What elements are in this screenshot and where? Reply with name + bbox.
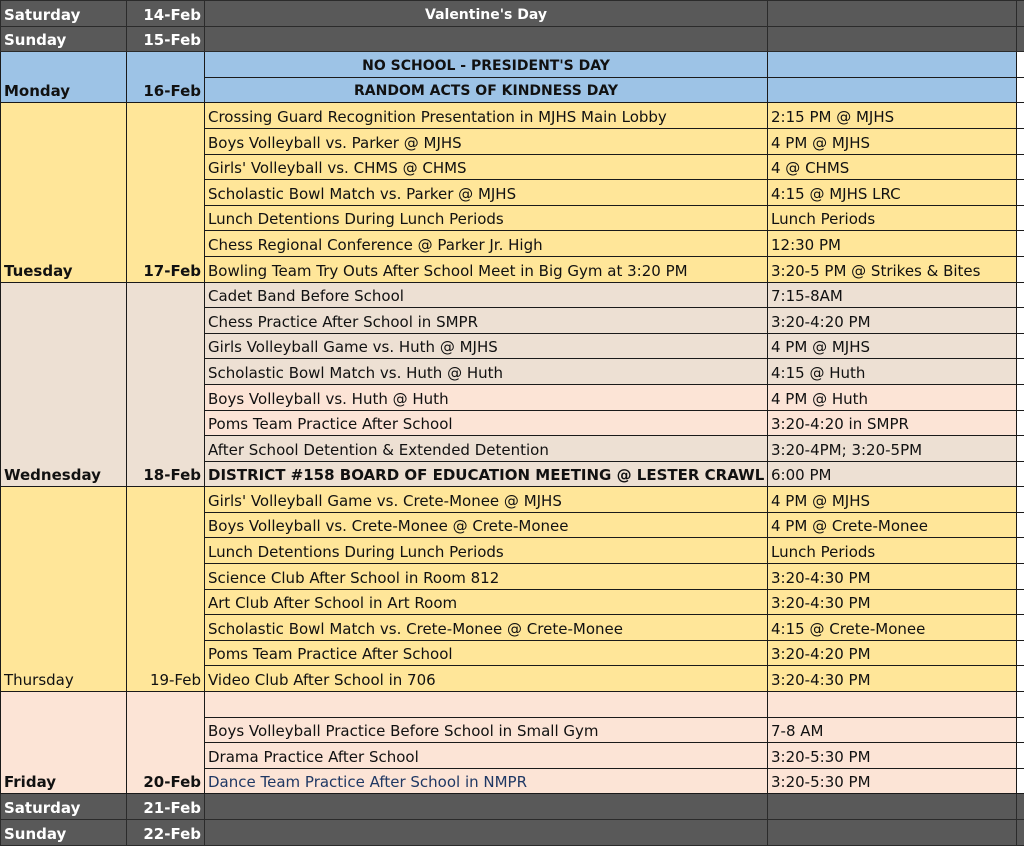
time-cell[interactable]: 3:20-4:30 PM: [768, 589, 1017, 615]
blank-cell[interactable]: [1017, 640, 1024, 666]
blank-cell[interactable]: [1017, 743, 1024, 769]
date-cell[interactable]: 19-Feb: [127, 487, 205, 692]
blank-cell[interactable]: [1017, 820, 1024, 846]
event-cell[interactable]: Boys Volleyball vs. Crete-Monee @ Crete-Monee: [205, 512, 768, 538]
time-cell[interactable]: [768, 692, 1017, 718]
time-cell[interactable]: 4 PM @ MJHS: [768, 333, 1017, 359]
event-cell[interactable]: DISTRICT #158 BOARD OF EDUCATION MEETING @ LESTER CRAWL: [205, 461, 768, 487]
row-thursday: [1, 487, 1024, 513]
row-monday: [1, 52, 1024, 78]
time-cell[interactable]: 3:20-4PM; 3:20-5PM: [768, 436, 1017, 462]
time-cell[interactable]: [768, 77, 1017, 103]
day-cell[interactable]: Wednesday: [1, 282, 127, 487]
blank-cell[interactable]: [1017, 128, 1024, 154]
day-cell[interactable]: Saturday: [1, 794, 127, 820]
date-cell[interactable]: 14-Feb: [127, 1, 205, 27]
time-cell[interactable]: 3:20-5:30 PM: [768, 768, 1017, 794]
event-cell[interactable]: Cadet Band Before School: [205, 282, 768, 308]
blank-cell[interactable]: [1017, 666, 1024, 692]
date-cell[interactable]: 16-Feb: [127, 52, 205, 103]
time-cell[interactable]: [768, 794, 1017, 820]
blank-cell[interactable]: [1017, 180, 1024, 206]
blank-cell[interactable]: [1017, 308, 1024, 334]
event-cell[interactable]: Girls' Volleyball vs. CHMS @ CHMS: [205, 154, 768, 180]
blank-cell[interactable]: [1017, 487, 1024, 513]
day-cell[interactable]: Sunday: [1, 820, 127, 846]
blank-cell[interactable]: [1017, 1, 1024, 27]
event-cell[interactable]: [205, 26, 768, 52]
event-cell[interactable]: Boys Volleyball vs. Huth @ Huth: [205, 384, 768, 410]
event-cell[interactable]: Drama Practice After School: [205, 743, 768, 769]
day-cell[interactable]: Tuesday: [1, 103, 127, 282]
blank-cell[interactable]: [1017, 282, 1024, 308]
blank-cell[interactable]: [1017, 461, 1024, 487]
time-cell[interactable]: 4 PM @ MJHS: [768, 128, 1017, 154]
blank-cell[interactable]: [1017, 615, 1024, 641]
event-cell[interactable]: [205, 794, 768, 820]
event-cell[interactable]: Scholastic Bowl Match vs. Huth @ Huth: [205, 359, 768, 385]
event-cell[interactable]: Girls Volleyball Game vs. Huth @ MJHS: [205, 333, 768, 359]
blank-cell[interactable]: [1017, 564, 1024, 590]
time-cell[interactable]: 3:20-5:30 PM: [768, 743, 1017, 769]
time-cell[interactable]: 7-8 AM: [768, 717, 1017, 743]
time-cell[interactable]: 4:15 @ Huth: [768, 359, 1017, 385]
row-sunday-22: [1, 820, 1024, 846]
event-cell[interactable]: Video Club After School in 706: [205, 666, 768, 692]
time-cell[interactable]: 2:15 PM @ MJHS: [768, 103, 1017, 129]
time-cell[interactable]: 4:15 @ MJHS LRC: [768, 180, 1017, 206]
blank-cell[interactable]: [1017, 359, 1024, 385]
time-cell[interactable]: 4 PM @ Huth: [768, 384, 1017, 410]
event-cell[interactable]: Poms Team Practice After School: [205, 640, 768, 666]
time-cell[interactable]: 3:20-4:20 PM: [768, 640, 1017, 666]
event-cell[interactable]: Dance Team Practice After School in NMPR: [205, 768, 768, 794]
event-cell[interactable]: Lunch Detentions During Lunch Periods: [205, 205, 768, 231]
time-cell[interactable]: 7:15-8AM: [768, 282, 1017, 308]
event-cell[interactable]: Crossing Guard Recognition Presentation in MJHS Main Lobby: [205, 103, 768, 129]
day-cell[interactable]: Sunday: [1, 26, 127, 52]
event-cell[interactable]: Boys Volleyball Practice Before School in Small Gym: [205, 717, 768, 743]
blank-cell[interactable]: [1017, 154, 1024, 180]
event-cell[interactable]: NO SCHOOL - PRESIDENT'S DAY: [205, 52, 768, 78]
time-cell[interactable]: 12:30 PM: [768, 231, 1017, 257]
event-cell[interactable]: Scholastic Bowl Match vs. Crete-Monee @ Crete-Monee: [205, 615, 768, 641]
event-cell[interactable]: After School Detention & Extended Detention: [205, 436, 768, 462]
event-cell[interactable]: Boys Volleyball vs. Parker @ MJHS: [205, 128, 768, 154]
row-sunday-15: [1, 26, 1024, 52]
date-cell[interactable]: 21-Feb: [127, 794, 205, 820]
time-cell[interactable]: 4:15 @ Crete-Monee: [768, 615, 1017, 641]
event-cell[interactable]: [205, 692, 768, 718]
blank-cell[interactable]: [1017, 103, 1024, 129]
row-wednesday: [1, 282, 1024, 308]
event-cell[interactable]: Lunch Detentions During Lunch Periods: [205, 538, 768, 564]
time-cell[interactable]: [768, 52, 1017, 78]
event-cell[interactable]: Girls' Volleyball Game vs. Crete-Monee @ MJHS: [205, 487, 768, 513]
event-cell[interactable]: Science Club After School in Room 812: [205, 564, 768, 590]
time-cell[interactable]: Lunch Periods: [768, 205, 1017, 231]
blank-cell[interactable]: [1017, 52, 1024, 78]
day-cell[interactable]: Friday: [1, 692, 127, 794]
blank-cell[interactable]: [1017, 205, 1024, 231]
date-cell[interactable]: 20-Feb: [127, 692, 205, 794]
time-cell[interactable]: 3:20-5 PM @ Strikes & Bites: [768, 256, 1017, 282]
blank-cell[interactable]: [1017, 333, 1024, 359]
date-cell[interactable]: 18-Feb: [127, 282, 205, 487]
time-cell[interactable]: [768, 820, 1017, 846]
row-tuesday: [1, 103, 1024, 129]
time-cell[interactable]: Lunch Periods: [768, 538, 1017, 564]
row-friday: [1, 692, 1024, 718]
blank-cell[interactable]: [1017, 692, 1024, 718]
event-cell[interactable]: Bowling Team Try Outs After School Meet in Big Gym at 3:20 PM: [205, 256, 768, 282]
event-cell[interactable]: Poms Team Practice After School: [205, 410, 768, 436]
row-saturday-21: [1, 794, 1024, 820]
day-cell[interactable]: Monday: [1, 52, 127, 103]
blank-cell[interactable]: [1017, 410, 1024, 436]
blank-cell[interactable]: [1017, 512, 1024, 538]
blank-cell[interactable]: [1017, 768, 1024, 794]
time-cell[interactable]: [768, 1, 1017, 27]
event-cell[interactable]: Chess Practice After School in SMPR: [205, 308, 768, 334]
time-cell[interactable]: [768, 26, 1017, 52]
date-cell[interactable]: 15-Feb: [127, 26, 205, 52]
time-cell[interactable]: 3:20-4:30 PM: [768, 666, 1017, 692]
blank-cell[interactable]: [1017, 436, 1024, 462]
blank-cell[interactable]: [1017, 26, 1024, 52]
event-cell[interactable]: Valentine's Day: [205, 1, 768, 27]
day-cell[interactable]: Saturday: [1, 1, 127, 27]
date-cell[interactable]: 17-Feb: [127, 103, 205, 282]
event-cell[interactable]: Chess Regional Conference @ Parker Jr. High: [205, 231, 768, 257]
time-cell[interactable]: 4 @ CHMS: [768, 154, 1017, 180]
date-cell[interactable]: 22-Feb: [127, 820, 205, 846]
blank-cell[interactable]: [1017, 77, 1024, 103]
time-cell[interactable]: 4 PM @ MJHS: [768, 487, 1017, 513]
blank-cell[interactable]: [1017, 589, 1024, 615]
time-cell[interactable]: 3:20-4:20 PM: [768, 308, 1017, 334]
blank-cell[interactable]: [1017, 384, 1024, 410]
day-cell[interactable]: Thursday: [1, 487, 127, 692]
blank-cell[interactable]: [1017, 717, 1024, 743]
blank-cell[interactable]: [1017, 794, 1024, 820]
time-cell[interactable]: 6:00 PM: [768, 461, 1017, 487]
time-cell[interactable]: 3:20-4:30 PM: [768, 564, 1017, 590]
event-cell[interactable]: [205, 820, 768, 846]
row-saturday-14: [1, 1, 1024, 27]
event-cell[interactable]: RANDOM ACTS OF KINDNESS DAY: [205, 77, 768, 103]
event-cell[interactable]: Scholastic Bowl Match vs. Parker @ MJHS: [205, 180, 768, 206]
blank-cell[interactable]: [1017, 231, 1024, 257]
event-cell[interactable]: Art Club After School in Art Room: [205, 589, 768, 615]
blank-cell[interactable]: [1017, 538, 1024, 564]
blank-cell[interactable]: [1017, 256, 1024, 282]
time-cell[interactable]: 3:20-4:20 in SMPR: [768, 410, 1017, 436]
time-cell[interactable]: 4 PM @ Crete-Monee: [768, 512, 1017, 538]
